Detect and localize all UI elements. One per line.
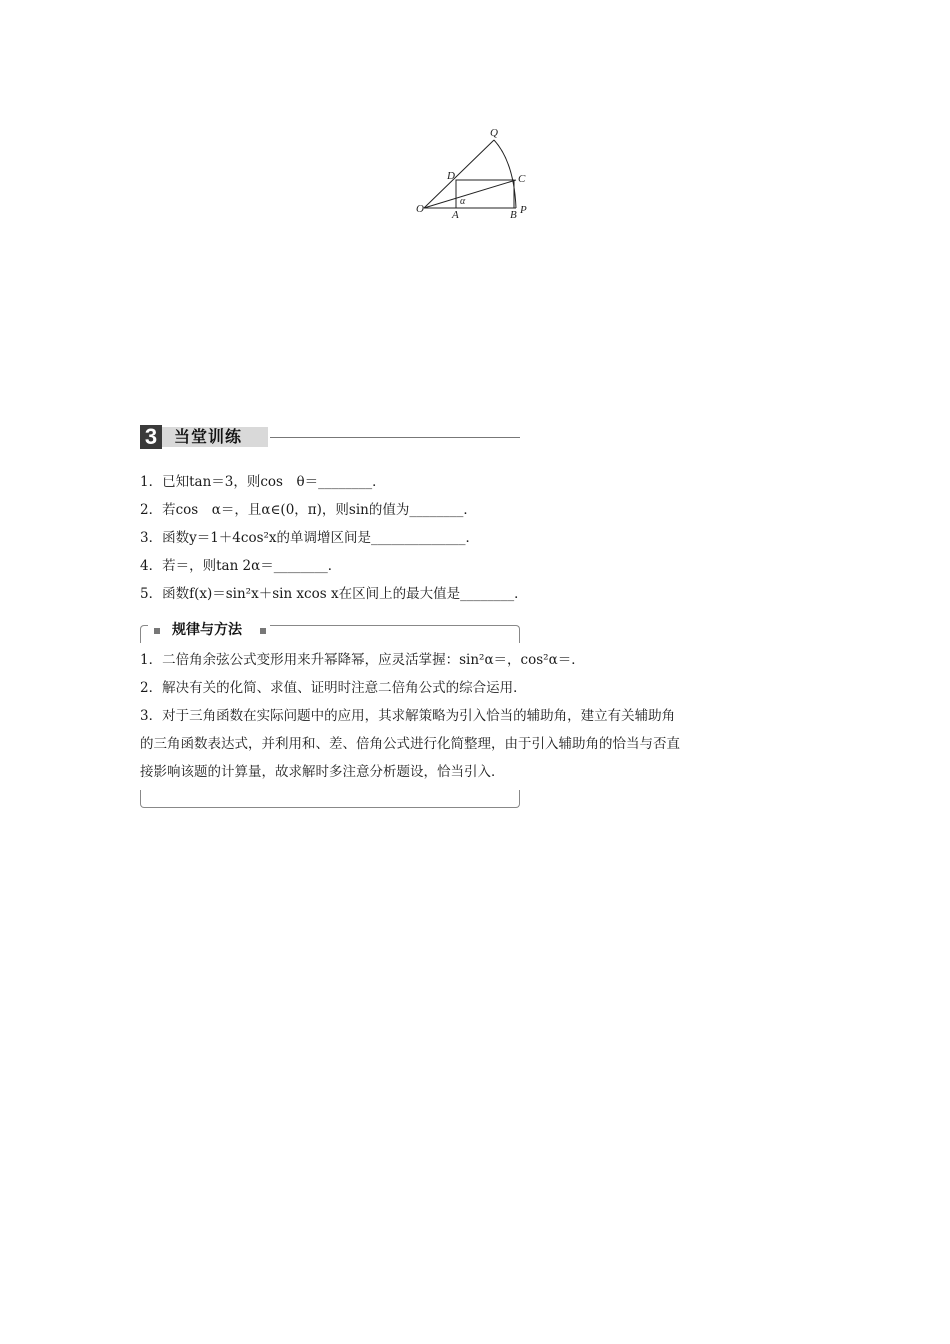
- square-bullet-icon: [154, 628, 160, 634]
- question-5: 5．函数f(x)＝sin²x＋sin xcos x在区间上的最大值是________．: [140, 586, 528, 602]
- label-c: C: [518, 173, 526, 185]
- methods-box-top: [140, 622, 520, 643]
- methods-box-border-bottom: [140, 790, 520, 808]
- method-item-1: 1．二倍角余弦公式变形用来升幂降幂，应灵活掌握：sin²α＝，cos²α＝．: [140, 652, 585, 668]
- label-p: P: [520, 204, 527, 216]
- square-bullet-icon: [260, 628, 266, 634]
- label-d: D: [447, 170, 455, 182]
- label-q: Q: [490, 127, 498, 139]
- question-4: 4．若＝，则tan 2α＝________．: [140, 558, 342, 574]
- method-item-3-line-2: 的三角函数表达式，并利用和、差、倍角公式进行化简整理，由于引入辅助角的恰当与否直: [140, 736, 680, 752]
- label-alpha: α: [460, 196, 466, 207]
- methods-title: 规律与方法: [172, 622, 242, 638]
- arc-qp: [494, 140, 516, 208]
- label-o: O: [416, 203, 424, 215]
- method-item-2: 2．解决有关的化简、求值、证明时注意二倍角公式的综合运用．: [140, 680, 527, 696]
- section-header: [140, 425, 520, 449]
- label-a: A: [452, 209, 459, 221]
- question-3: 3．函数y＝1＋4cos²x的单调增区间是______________．: [140, 530, 480, 546]
- question-1: 1．已知tan＝3，则cos θ＝________．: [140, 474, 386, 490]
- section-number: 3: [140, 425, 162, 449]
- method-item-3-line-3: 接影响该题的计算量，故求解时多注意分析题设，恰当引入．: [140, 764, 505, 780]
- geometry-figure: [410, 122, 540, 222]
- question-2: 2．若cos α＝，且α∈(0，π)，则sin的值为________．: [140, 502, 477, 518]
- section-divider: [270, 437, 520, 438]
- label-b: B: [510, 209, 517, 221]
- method-item-3-line-1: 3．对于三角函数在实际问题中的应用，其求解策略为引入恰当的辅助角，建立有关辅助角: [140, 708, 676, 724]
- section-title: 当堂训练: [174, 427, 243, 446]
